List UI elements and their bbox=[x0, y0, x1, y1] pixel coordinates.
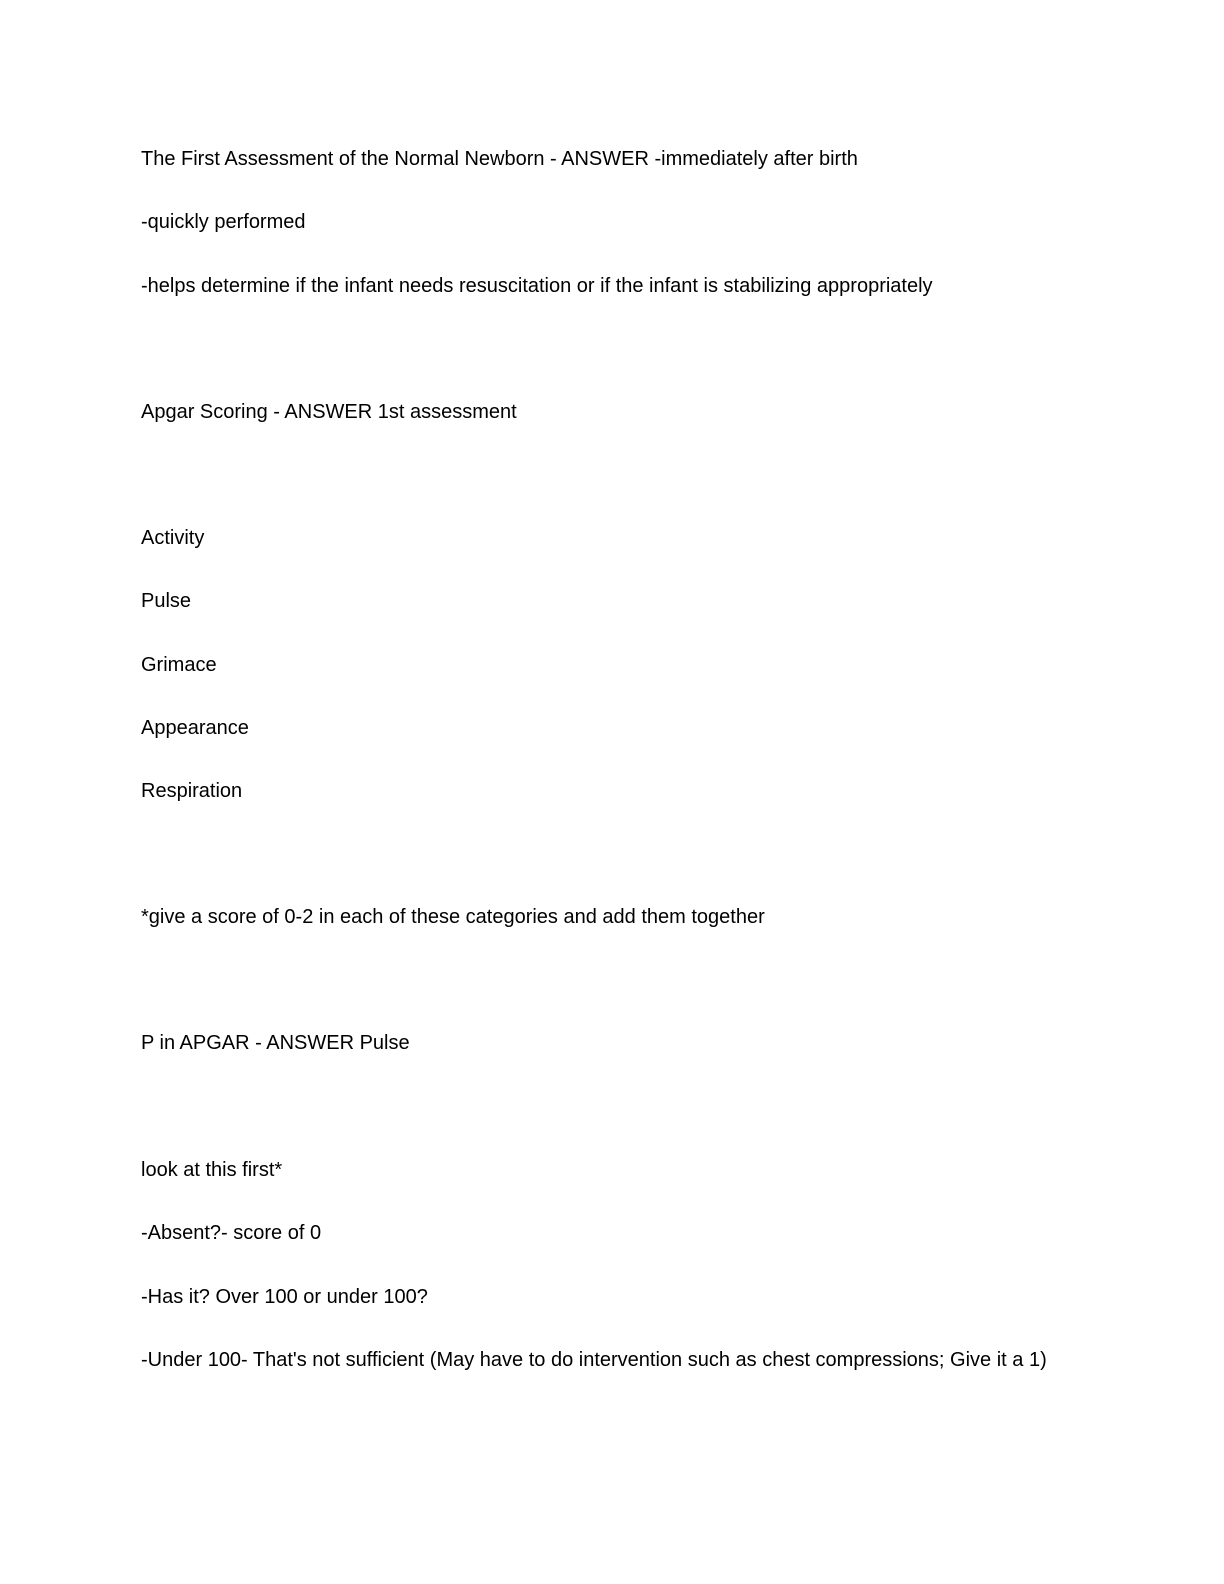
look-first-line: look at this first* bbox=[141, 1159, 283, 1181]
absent-score-line: -Absent?- score of 0 bbox=[141, 1222, 322, 1244]
p-in-apgar-line: P in APGAR - ANSWER Pulse bbox=[141, 1032, 410, 1054]
first-assessment-line: The First Assessment of the Normal Newborn - ANSWER -immediately after birth bbox=[141, 148, 858, 170]
appearance-line: Appearance bbox=[141, 717, 249, 739]
resuscitation-line: -helps determine if the infant needs resuscitation or if the infant is stabilizing appropriately bbox=[141, 275, 933, 297]
respiration-line: Respiration bbox=[141, 780, 243, 802]
quickly-performed-line: -quickly performed bbox=[141, 211, 306, 233]
over-under-line: -Has it? Over 100 or under 100? bbox=[141, 1286, 428, 1308]
grimace-line: Grimace bbox=[141, 654, 217, 676]
score-instruction-line: *give a score of 0-2 in each of these categories and add them together bbox=[141, 906, 765, 928]
apgar-scoring-line: Apgar Scoring - ANSWER 1st assessment bbox=[141, 401, 517, 423]
under-100-line: -Under 100- That's not sufficient (May have to do intervention such as chest compressions; Give it a 1) bbox=[141, 1349, 1047, 1371]
pulse-line: Pulse bbox=[141, 590, 192, 612]
activity-line: Activity bbox=[141, 527, 205, 549]
